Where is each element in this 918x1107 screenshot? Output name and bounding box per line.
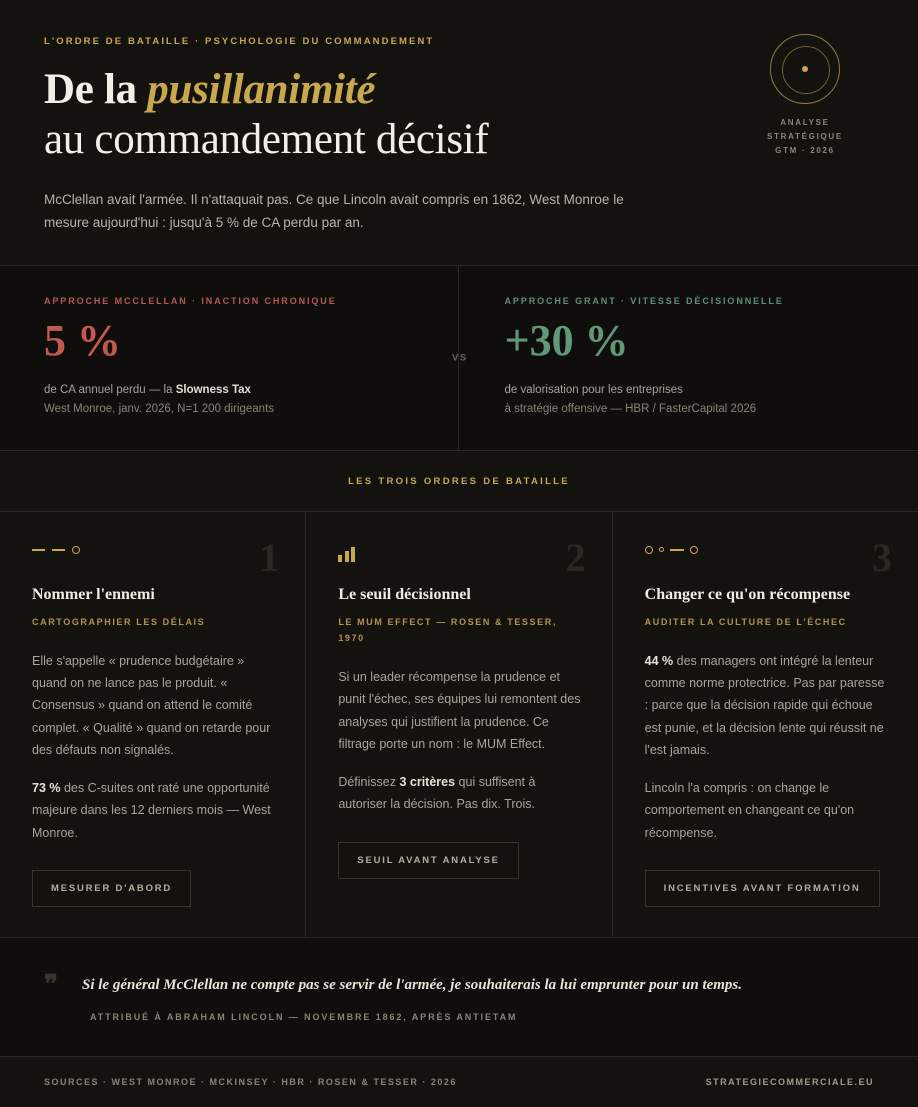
card-stat-rest: des C-suites ont raté une opportunité majeure dans les 12 derniers mois — West Monroe.	[32, 781, 271, 840]
target-seal-icon	[770, 34, 840, 104]
card-paragraph: Si un leader récompense la prudence et punit l'échec, ses équipes lui remontent des analyses qui justifient la prudence. Ce filtrage porte un nom : le MUM Effect.	[338, 666, 581, 755]
stat-note-prefix: de CA annuel perdu — la	[44, 384, 176, 396]
nodes-link-icon	[645, 546, 888, 568]
card-number: 1	[259, 534, 279, 581]
card-action-button[interactable]: MESURER D'ABORD	[32, 870, 191, 907]
seal-caption-line-2: STRATÉGIQUE	[750, 130, 860, 144]
eyebrow-label: L'ORDRE DE BATAILLE · PSYCHOLOGIE DU COMMANDEMENT	[44, 36, 874, 47]
quote-block	[0, 937, 918, 1057]
footer-sources: SOURCES · WEST MONROE · MCKINSEY · HBR · ROSEN & TESSER · 2026	[44, 1077, 457, 1087]
card-paragraph: Elle s'appelle « prudence budgétaire » quand on ne lance pas le produit. « Consensus » quand on attend le comité complet. « Qualité » quand on retarde pour des défauts non signalés.	[32, 650, 275, 761]
card-title: Le seuil décisionnel	[338, 586, 581, 604]
card-stat-strong: 73 %	[32, 781, 61, 795]
card-action-button[interactable]: SEUIL AVANT ANALYSE	[338, 842, 518, 879]
card-title: Nommer l'ennemi	[32, 586, 275, 604]
card-nommer-lennemi	[0, 512, 305, 937]
quote-attribution: ATTRIBUÉ À ABRAHAM LINCOLN — NOVEMBRE 1862, APRÈS ANTIETAM	[90, 1012, 874, 1022]
card-number: 3	[872, 534, 892, 581]
quote-text: Si le général McClellan ne compte pas se servir de l'armée, je souhaiterais la lui emprunter pour un temps.	[82, 974, 874, 997]
cards-row	[0, 512, 918, 937]
seal-caption-line-3: GTM · 2026	[750, 144, 860, 158]
section-heading: LES TROIS ORDRES DE BATAILLE	[0, 451, 918, 512]
card-paragraph: Lincoln l'a compris : on change le comportement en changeant ce qu'on récompense.	[645, 777, 888, 844]
card-seuil-decisionnel	[305, 512, 611, 937]
dashes-circle-icon	[32, 546, 275, 568]
card-paragraph-stat	[645, 650, 888, 761]
stat-note-strong: Slowness Tax	[176, 384, 251, 396]
seal-caption-line-1: ANALYSE	[750, 116, 860, 130]
card-paragraph-stat	[32, 777, 275, 844]
seal-block	[750, 34, 860, 158]
stat-note	[44, 380, 414, 400]
seal-caption	[750, 116, 860, 158]
footer-site: STRATEGIECOMMERCIALE.EU	[706, 1077, 874, 1087]
card-changer-recompense	[612, 512, 918, 937]
bar-chart-icon	[338, 546, 581, 568]
card-subtitle: CARTOGRAPHIER LES DÉLAIS	[32, 614, 275, 630]
stat-source: West Monroe, janv. 2026, N=1 200 dirigeants	[44, 400, 414, 420]
card-stat-strong: 3 critères	[399, 775, 455, 789]
card-subtitle: AUDITER LA CULTURE DE L'ÉCHEC	[645, 614, 888, 630]
stat-value: 5 %	[44, 318, 414, 364]
title-part-1: De la	[44, 66, 147, 113]
card-stat-strong: 44 %	[645, 654, 674, 668]
stat-value: +30 %	[505, 318, 875, 364]
card-stat-prefix: Définissez	[338, 775, 399, 789]
card-paragraph-stat	[338, 771, 581, 816]
card-title: Changer ce qu'on récompense	[645, 586, 888, 604]
title-line-2: au commandement décisif	[44, 115, 874, 165]
stats-comparison	[0, 265, 918, 451]
title-accent-word: pusillanimité	[147, 66, 375, 113]
deck-text: McClellan avait l'armée. Il n'attaquait pas. Ce que Lincoln avait compris en 1862, West Monroe le mesure aujourd'hui : jusqu'à 5 % de CA perdu par an.	[44, 188, 634, 235]
stat-label: APPROCHE GRANT · VITESSE DÉCISIONNELLE	[505, 296, 875, 306]
stat-note: de valorisation pour les entreprises	[505, 380, 875, 400]
stat-block-grant	[458, 266, 918, 450]
stat-label: APPROCHE MCCLELLAN · INACTION CHRONIQUE	[44, 296, 414, 306]
quote-mark-icon: ❞	[44, 972, 58, 998]
card-number: 2	[566, 534, 586, 581]
card-stat-rest: des managers ont intégré la lenteur comme norme protectrice. Pas par paresse : parce que la décision rapide qui échoue est punie, et la décision lente qui réussit ne l'est jamais.	[645, 654, 885, 757]
card-subtitle: LE MUM EFFECT — ROSEN & TESSER, 1970	[338, 614, 581, 646]
stat-source: à stratégie offensive — HBR / FasterCapital 2026	[505, 400, 875, 420]
versus-label: VS	[452, 352, 468, 363]
footer	[0, 1056, 918, 1107]
stat-block-mcclellan	[0, 266, 458, 450]
card-action-button[interactable]: INCENTIVES AVANT FORMATION	[645, 870, 880, 907]
header	[0, 0, 918, 265]
card-stat-rest: qui suffisent à autoriser la décision. Pas dix. Trois.	[338, 775, 535, 811]
